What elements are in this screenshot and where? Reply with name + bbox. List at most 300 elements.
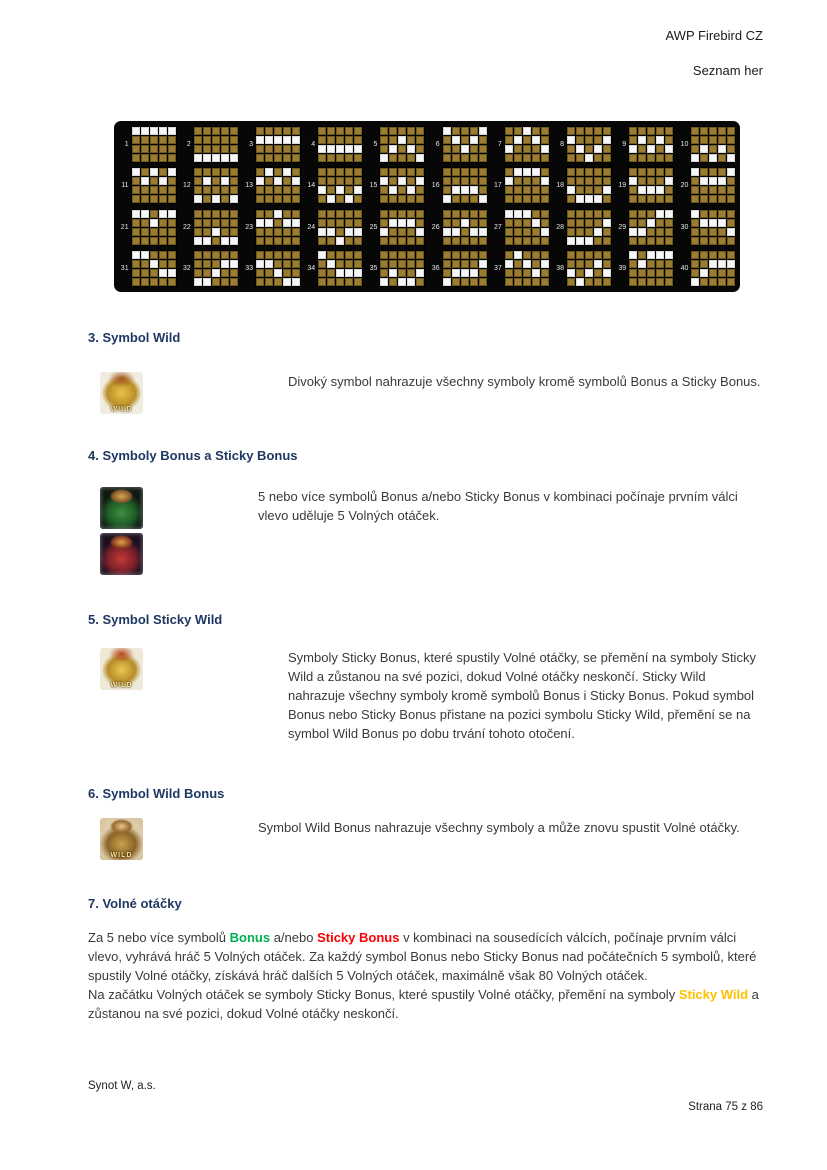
payline-17 (491, 167, 550, 204)
payline-cell (230, 278, 238, 286)
payline-cell (718, 136, 726, 144)
payline-cell-active (443, 278, 451, 286)
payline-cell-active (505, 210, 513, 218)
payline-cell-active (576, 145, 584, 153)
payline-grid (566, 167, 612, 204)
payline-cell (354, 195, 362, 203)
payline-cell-active (150, 219, 158, 227)
payline-number: 2 (186, 141, 191, 149)
payline-cell (461, 168, 469, 176)
payline-cell (150, 154, 158, 162)
section-4-heading: 4. Symboly Bonus a Sticky Bonus (88, 448, 298, 463)
payline-cell (567, 127, 575, 135)
payline-cell (212, 260, 220, 268)
payline-grid (131, 126, 177, 163)
payline-cell (727, 210, 735, 218)
payline-cell-active (203, 177, 211, 185)
payline-cell (594, 186, 602, 194)
payline-cell (647, 127, 655, 135)
payline-cell (292, 127, 300, 135)
payline-cell (603, 237, 611, 245)
payline-cell (318, 136, 326, 144)
payline-cell (141, 219, 149, 227)
payline-cell-active (203, 154, 211, 162)
payline-cell (594, 219, 602, 227)
section-7-heading: 7. Volné otáčky (88, 896, 182, 911)
payline-cell-active (141, 210, 149, 218)
payline-cell (567, 177, 575, 185)
payline-cell (159, 219, 167, 227)
payline-cell-active (523, 210, 531, 218)
payline-cell (380, 136, 388, 144)
payline-cell (265, 228, 273, 236)
section-symbol-wild-bonus (88, 786, 764, 801)
payline-cell (656, 127, 664, 135)
payline-cell (274, 228, 282, 236)
payline-cell (256, 269, 264, 277)
payline-cell (327, 278, 335, 286)
payline-number: 39 (618, 264, 627, 272)
payline-cell (407, 177, 415, 185)
payline-cell-active (132, 168, 140, 176)
payline-1 (118, 126, 177, 163)
payline-cell (150, 251, 158, 259)
payline-cell (221, 269, 229, 277)
payline-cell (389, 260, 397, 268)
payline-cell (461, 228, 469, 236)
payline-cell (541, 136, 549, 144)
payline-cell (656, 228, 664, 236)
payline-cell (700, 127, 708, 135)
payline-number: 25 (369, 223, 378, 231)
payline-cell (691, 260, 699, 268)
payline-cell (168, 228, 176, 236)
payline-cell (221, 219, 229, 227)
payline-cell-active (354, 186, 362, 194)
payline-grid (566, 250, 612, 287)
payline-cell (443, 210, 451, 218)
payline-cell-active (629, 177, 637, 185)
payline-cell (691, 251, 699, 259)
payline-cell-active (416, 228, 424, 236)
payline-cell (629, 260, 637, 268)
payline-18 (553, 167, 612, 204)
payline-cell (514, 237, 522, 245)
payline-cell-active (665, 251, 673, 259)
payline-cell (132, 219, 140, 227)
payline-cell-active (256, 136, 264, 144)
payline-grid (504, 126, 550, 163)
section-7-paragraphs (88, 928, 764, 1023)
payline-cell-active (159, 269, 167, 277)
payline-cell (470, 219, 478, 227)
payline-cell (354, 237, 362, 245)
payline-13 (242, 167, 301, 204)
payline-37 (491, 250, 550, 287)
payline-cell (691, 177, 699, 185)
payline-cell (594, 136, 602, 144)
payline-cell (709, 136, 717, 144)
payline-grid (628, 126, 674, 163)
payline-cell (168, 136, 176, 144)
payline-cell-active (443, 127, 451, 135)
payline-cell (718, 269, 726, 277)
payline-cell (407, 210, 415, 218)
payline-cell (523, 136, 531, 144)
payline-cell (603, 228, 611, 236)
payline-cell-active (479, 260, 487, 268)
payline-cell (221, 136, 229, 144)
payline-cell (318, 219, 326, 227)
payline-cell (389, 177, 397, 185)
payline-cell (389, 127, 397, 135)
payline-grid (379, 126, 425, 163)
payline-cell (292, 269, 300, 277)
payline-cell (523, 145, 531, 153)
payline-cell-active (638, 186, 646, 194)
payline-cell (727, 219, 735, 227)
payline-cell (141, 145, 149, 153)
payline-36 (429, 250, 488, 287)
payline-cell-active (221, 237, 229, 245)
payline-cell-active (638, 228, 646, 236)
payline-cell (567, 278, 575, 286)
payline-cell (380, 186, 388, 194)
free-spins-paragraph-2 (88, 985, 764, 1023)
payline-cell-active (230, 260, 238, 268)
payline-cell-active (665, 210, 673, 218)
payline-cell (265, 195, 273, 203)
payline-grid (504, 250, 550, 287)
payline-cell-active (194, 237, 202, 245)
payline-cell (718, 210, 726, 218)
payline-cell (727, 145, 735, 153)
payline-cell-active (470, 186, 478, 194)
payline-cell (336, 154, 344, 162)
payline-cell (727, 136, 735, 144)
header-product-title: AWP Firebird CZ (665, 28, 763, 43)
section-3-body (100, 372, 764, 414)
payline-cell (380, 210, 388, 218)
payline-cell-active (327, 145, 335, 153)
payline-cell (230, 186, 238, 194)
payline-cell (470, 210, 478, 218)
payline-cell (416, 127, 424, 135)
payline-cell (194, 145, 202, 153)
payline-cell-active (603, 136, 611, 144)
payline-cell (194, 177, 202, 185)
payline-cell-active (514, 136, 522, 144)
payline-cell (327, 251, 335, 259)
payline-cell (318, 269, 326, 277)
payline-cell (274, 127, 282, 135)
payline-cell (194, 186, 202, 194)
payline-cell (470, 145, 478, 153)
payline-cell (336, 136, 344, 144)
payline-cell (656, 269, 664, 277)
payline-cell (514, 154, 522, 162)
payline-cell (585, 260, 593, 268)
payline-cell (168, 251, 176, 259)
payline-cell (389, 228, 397, 236)
payline-cell-active (194, 278, 202, 286)
payline-cell-active (274, 210, 282, 218)
payline-cell-active (336, 269, 344, 277)
payline-cell (709, 127, 717, 135)
payline-cell (603, 260, 611, 268)
payline-cell (150, 228, 158, 236)
payline-cell-active (585, 269, 593, 277)
payline-cell-active (505, 177, 513, 185)
payline-cell (647, 136, 655, 144)
payline-cell (594, 251, 602, 259)
payline-cell-active (718, 177, 726, 185)
payline-cell (691, 237, 699, 245)
payline-cell (230, 228, 238, 236)
payline-cell-active (407, 145, 415, 153)
payline-cell (709, 237, 717, 245)
payline-cell (505, 251, 513, 259)
payline-cell (132, 195, 140, 203)
payline-cell (389, 154, 397, 162)
payline-cell-active (168, 168, 176, 176)
payline-cell (168, 219, 176, 227)
payline-cell (691, 269, 699, 277)
payline-cell (168, 237, 176, 245)
payline-cell (168, 260, 176, 268)
payline-cell (327, 186, 335, 194)
section-3-heading: 3. Symbol Wild (88, 330, 181, 345)
payline-12 (180, 167, 239, 204)
payline-number: 32 (182, 264, 191, 272)
payline-cell (221, 127, 229, 135)
payline-cell (665, 260, 673, 268)
payline-cell (318, 237, 326, 245)
payline-cell (452, 278, 460, 286)
payline-cell (638, 210, 646, 218)
payline-cell (221, 186, 229, 194)
payline-cell (336, 127, 344, 135)
payline-cell (665, 168, 673, 176)
payline-number: 12 (182, 182, 191, 190)
payline-cell (230, 219, 238, 227)
payline-cell-active (256, 219, 264, 227)
payline-cell (265, 127, 273, 135)
payline-cell (345, 210, 353, 218)
payline-cell (443, 219, 451, 227)
payline-cell (132, 145, 140, 153)
payline-cell (265, 269, 273, 277)
payline-cell-active (443, 195, 451, 203)
payline-cell-active (336, 186, 344, 194)
payline-cell (168, 177, 176, 185)
section-symbol-sticky-wild (88, 612, 764, 627)
payline-cell-active (594, 145, 602, 153)
payline-cell (407, 251, 415, 259)
section-6-heading: 6. Symbol Wild Bonus (88, 786, 225, 801)
payline-cell-active (407, 219, 415, 227)
payline-cell (265, 278, 273, 286)
payline-cell (718, 154, 726, 162)
payline-cell (256, 127, 264, 135)
payline-cell-active (700, 219, 708, 227)
payline-cell-active (265, 168, 273, 176)
payline-cell (265, 145, 273, 153)
payline-cell (256, 278, 264, 286)
payline-cell-active (168, 269, 176, 277)
payline-cell-active (727, 228, 735, 236)
payline-cell (594, 154, 602, 162)
payline-cell (479, 269, 487, 277)
payline-grid (690, 209, 736, 246)
payline-cell (514, 195, 522, 203)
payline-cell-active (398, 219, 406, 227)
payline-number: 37 (493, 264, 502, 272)
payline-cell-active (691, 154, 699, 162)
payline-cell (159, 260, 167, 268)
payline-cell (159, 145, 167, 153)
payline-cell (576, 260, 584, 268)
payline-cell (514, 145, 522, 153)
payline-cell (274, 237, 282, 245)
payline-cell (700, 210, 708, 218)
payline-cell-active (567, 186, 575, 194)
payline-grid (442, 250, 488, 287)
payline-cell (576, 210, 584, 218)
payline-cell (398, 260, 406, 268)
payline-cell (629, 127, 637, 135)
payline-cell (470, 237, 478, 245)
payline-cell (585, 228, 593, 236)
payline-cell (203, 127, 211, 135)
payline-cell-active (274, 136, 282, 144)
payline-cell (256, 210, 264, 218)
payline-cell (221, 278, 229, 286)
payline-cell (603, 177, 611, 185)
payline-cell (638, 127, 646, 135)
payline-grid (628, 250, 674, 287)
text-run: a zůstanou na své pozici, dokud Volné otáčky neskončí. (88, 987, 759, 1021)
payline-cell (318, 177, 326, 185)
payline-cell (168, 145, 176, 153)
payline-cell-active (274, 269, 282, 277)
payline-cell-active (318, 145, 326, 153)
payline-cell (594, 168, 602, 176)
payline-cell (700, 251, 708, 259)
payline-cell-active (168, 210, 176, 218)
payline-grid (193, 167, 239, 204)
payline-cell (318, 154, 326, 162)
payline-cell (168, 154, 176, 162)
payline-cell (398, 186, 406, 194)
payline-number: 22 (182, 223, 191, 231)
payline-grid (193, 209, 239, 246)
payline-cell-active (523, 168, 531, 176)
payline-cell-active (727, 260, 735, 268)
payline-cell (283, 269, 291, 277)
wild-symbol-label: WILD (110, 406, 133, 413)
payline-cell-active (461, 269, 469, 277)
payline-cell (407, 260, 415, 268)
payline-40 (677, 250, 736, 287)
payline-cell-active (718, 260, 726, 268)
payline-cell-active (212, 154, 220, 162)
payline-cell (470, 154, 478, 162)
payline-cell (318, 127, 326, 135)
payline-cell (514, 269, 522, 277)
payline-cell (292, 168, 300, 176)
payline-cell (532, 145, 540, 153)
payline-cell-active (256, 177, 264, 185)
payline-cell (647, 237, 655, 245)
payline-cell (532, 210, 540, 218)
payline-cell (567, 168, 575, 176)
payline-cell (479, 237, 487, 245)
section-6-body (100, 818, 764, 860)
payline-cell (709, 269, 717, 277)
payline-cell-active (647, 186, 655, 194)
payline-number: 7 (497, 141, 502, 149)
payline-cell-active (416, 177, 424, 185)
payline-cell (274, 219, 282, 227)
payline-cell (327, 154, 335, 162)
payline-10 (677, 126, 736, 163)
payline-21 (118, 209, 177, 246)
payline-cell (603, 210, 611, 218)
payline-cell-active (345, 228, 353, 236)
payline-cell-active (718, 219, 726, 227)
payline-cell (700, 154, 708, 162)
payline-cell (514, 219, 522, 227)
payline-cell (292, 237, 300, 245)
payline-11 (118, 167, 177, 204)
payline-cell-active (461, 186, 469, 194)
payline-cell-active (265, 260, 273, 268)
payline-cell (407, 237, 415, 245)
payline-cell (709, 228, 717, 236)
payline-14 (304, 167, 363, 204)
payline-number: 11 (121, 182, 129, 190)
payline-cell (576, 168, 584, 176)
payline-number: 4 (311, 141, 316, 149)
payline-number: 31 (120, 264, 129, 272)
payline-cell (461, 177, 469, 185)
payline-cell-active (407, 186, 415, 194)
payline-cell (443, 186, 451, 194)
payline-cell-active (691, 168, 699, 176)
payline-cell (691, 195, 699, 203)
payline-cell (141, 228, 149, 236)
free-spins-paragraph-1 (88, 928, 764, 985)
payline-cell (576, 186, 584, 194)
footer-page-number: Strana 75 z 86 (688, 1101, 763, 1113)
payline-34 (304, 250, 363, 287)
payline-grid (628, 167, 674, 204)
payline-cell (603, 127, 611, 135)
payline-cell-active (416, 154, 424, 162)
payline-cell (256, 168, 264, 176)
payline-cell-active (203, 278, 211, 286)
payline-cell (318, 260, 326, 268)
payline-cell (443, 168, 451, 176)
payline-cell (647, 228, 655, 236)
payline-cell (194, 228, 202, 236)
payline-cell-active (159, 127, 167, 135)
payline-cell (194, 269, 202, 277)
payline-cell (159, 195, 167, 203)
payline-cell-active (327, 195, 335, 203)
payline-cell (194, 210, 202, 218)
